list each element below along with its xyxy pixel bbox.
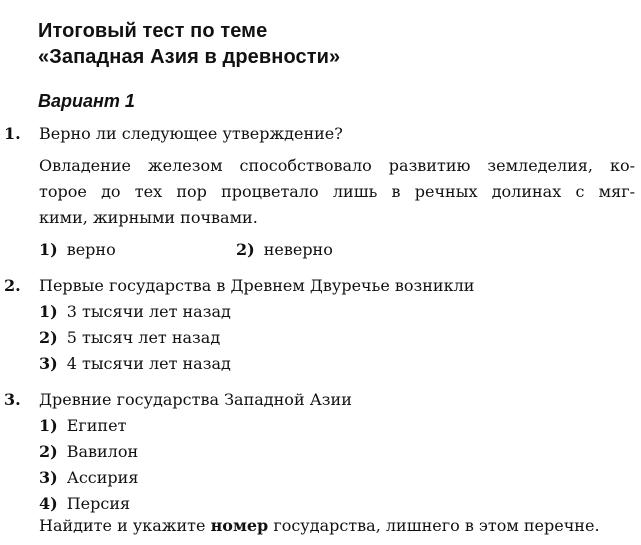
option-label: Персия [66,494,131,513]
option-number: 3) [39,354,58,373]
question-3-number: 3. [4,390,21,409]
question-1-option-2[interactable] [236,240,333,259]
option-label: 3 тысячи лет назад [66,302,231,321]
question-1-text: Верно ли следующее утверждение? [39,124,343,143]
option-number: 3) [39,468,58,487]
title-line-2: «Западная Азия в древности» [38,46,341,68]
question-3-text: Древние государства Западной Азии [39,390,352,409]
question-3-option-1[interactable] [39,416,126,435]
variant-heading: Вариант 1 [38,91,135,111]
option-number: 2) [39,442,58,461]
question-2-number: 2. [4,276,21,295]
option-label: неверно [263,240,333,259]
option-number: 1) [39,302,58,321]
instruction-after: государства, лишнего в этом перечне. [268,516,600,535]
title-line-1: Итоговый тест по теме [38,20,268,42]
option-number: 4) [39,494,58,513]
option-label: Египет [66,416,127,435]
question-1-statement [39,153,635,231]
statement-line: кими, жирными почвами. [39,208,258,227]
question-3-option-3[interactable] [39,468,138,487]
option-label: 4 тысячи лет назад [66,354,231,373]
question-1-number: 1. [4,124,21,143]
test-title [38,18,340,70]
statement-line: Овладение железом способствовало развитию земледелия, ко- [39,156,635,175]
question-2-option-1[interactable] [39,302,231,321]
question-3-instruction [39,516,600,535]
question-1-option-1[interactable] [39,240,116,259]
question-3-option-2[interactable] [39,442,138,461]
question-3-option-4[interactable] [39,494,130,513]
option-number: 1) [39,416,58,435]
question-2-option-2[interactable] [39,328,220,347]
instruction-bold: номер [210,516,269,535]
option-number: 1) [39,240,58,259]
instruction-before: Найдите и укажите [39,516,211,535]
option-number: 2) [39,328,58,347]
question-2-text: Первые государства в Древнем Двуречье возникли [39,276,475,295]
statement-line: торое до тех пор процветало лишь в речных долинах с мяг- [39,182,635,201]
option-label: Ассирия [66,468,139,487]
question-2-option-3[interactable] [39,354,231,373]
option-label: Вавилон [66,442,139,461]
option-label: 5 тысяч лет назад [66,328,221,347]
option-label: верно [66,240,116,259]
option-number: 2) [236,240,255,259]
